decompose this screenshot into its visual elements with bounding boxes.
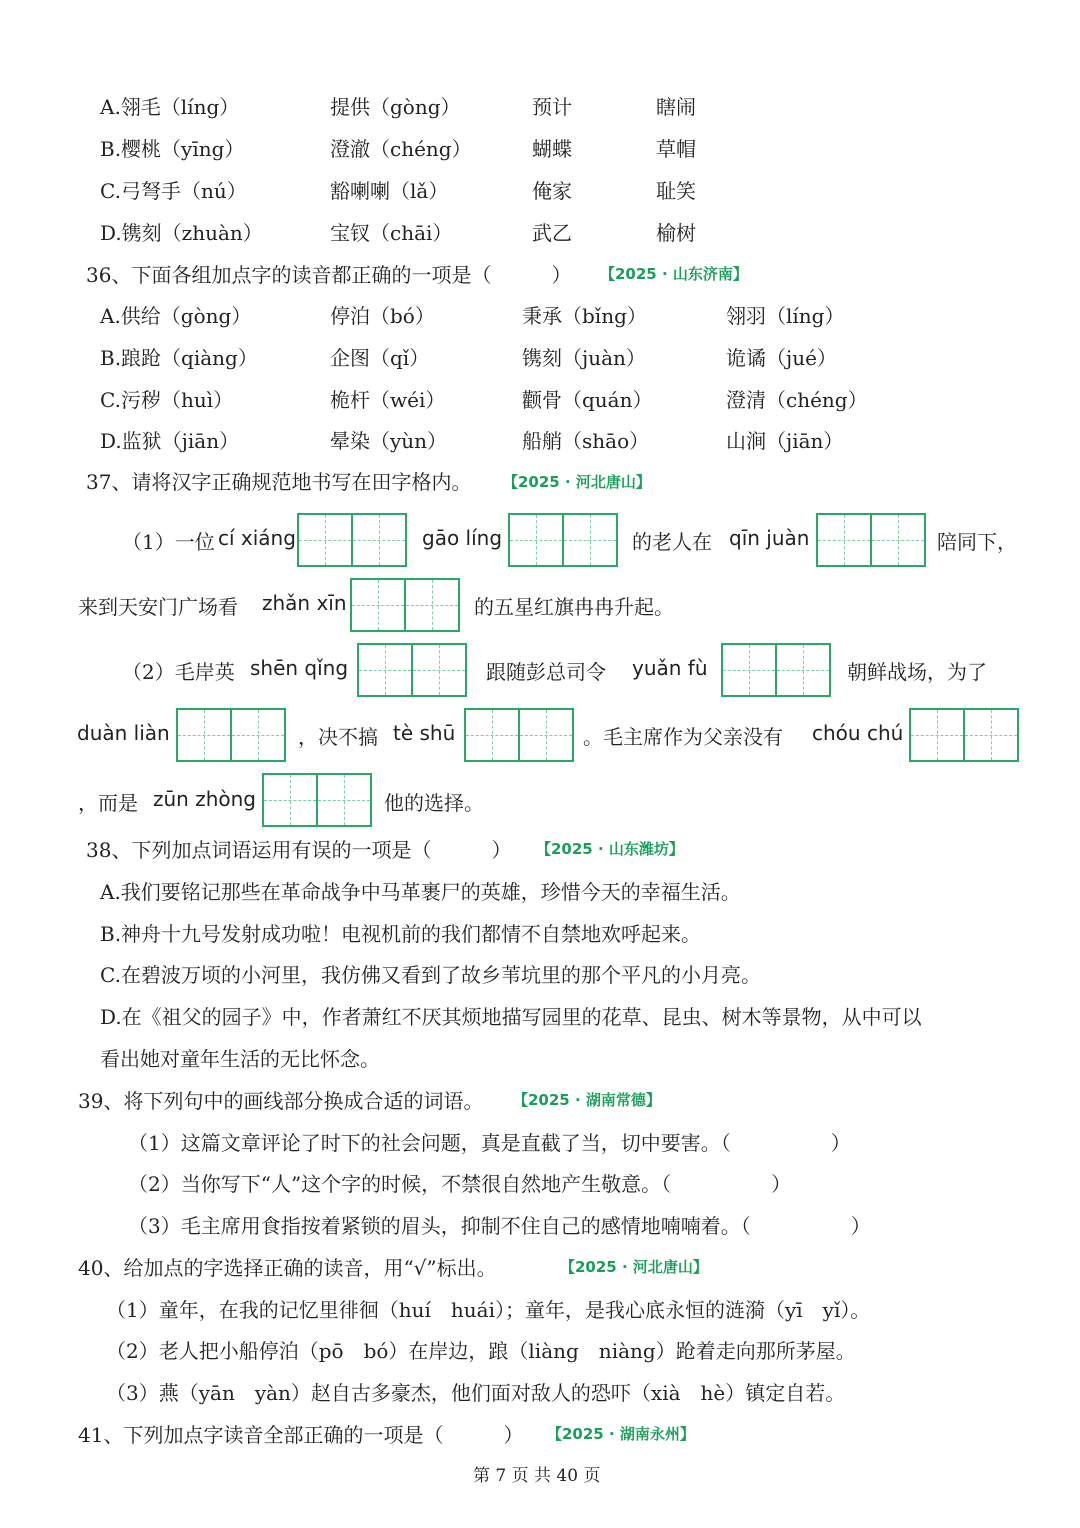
q37-pinyin-teshu: tè shū [393,721,456,745]
q36-option-c-3: 颧骨（quán） [522,388,653,412]
q40-source: 【2025 · 河北唐山】 [560,1258,708,1276]
q35-option-b-2: 澄澈（chéng） [330,137,472,161]
writing-grid-6[interactable] [721,643,831,697]
q37-pinyin-shenqing: shēn qǐng [250,656,349,680]
q39-sentence-1: （1）这篇文章评论了时下的社会问题，真是直截了当，切中要害。（ ） [128,1131,851,1155]
q36-option-d-4: 山涧（jiān） [726,429,844,453]
q38-source: 【2025 · 山东潍坊】 [536,840,684,858]
q35-option-b-4: 草帽 [656,137,696,161]
q39-stem: 39、将下列句中的画线部分换成合适的词语。 [78,1089,484,1113]
q37-text-5a: ，而是 [78,791,138,815]
q36-option-b-3: 镌刻（juàn） [522,346,646,370]
q37-pinyin-qinjuan: qīn juàn [729,526,810,550]
q37-text-1c: 陪同下， [937,530,1017,554]
writing-grid-1[interactable] [297,513,407,567]
q37-pinyin-gaoling: gāo líng [422,526,503,550]
q38-option-c: C.在碧波万顷的小河里，我仿佛又看到了故乡苇坑里的那个平凡的小月亮。 [100,963,761,987]
q36-stem: 36、下面各组加点字的读音都正确的一项是（ ） [86,263,572,287]
q41-source: 【2025 · 湖南永州】 [547,1425,695,1443]
q38-option-a: A.我们要铭记那些在革命战争中马革裹尸的英雄，珍惜今天的幸福生活。 [100,880,741,904]
q35-option-a-2: 提供（gòng） [330,95,461,119]
q39-source: 【2025 · 湖南常德】 [513,1091,661,1109]
q35-option-a-3: 预计 [532,95,572,119]
q40-sentence-3: （3）燕（yān yàn）赵自古多豪杰，他们面对敌人的恐吓（xià hè）镇定自若。 [106,1381,846,1405]
q37-pinyin-zhanxin: zhǎn xīn [262,591,347,615]
q39-sentence-2: （2）当你写下“人”这个字的时候，不禁很自然地产生敬意。（ ） [128,1172,792,1196]
q36-option-a-1: A.供给（gòng） [100,304,252,328]
q40-sentence-1: （1）童年，在我的记忆里徘徊（huí huái）；童年，是我心底永恒的涟漪（yī yǐ）。 [106,1298,871,1322]
q37-text-1a: （1）一位 [122,530,215,554]
q36-option-b-2: 企图（qǐ） [330,346,430,370]
q37-pinyin-duanlian: duàn liàn [77,721,170,745]
q38-option-d-line1: D.在《祖父的园子》中，作者萧红不厌其烦地描写园里的花草、昆虫、树木等景物，从中可以 [100,1005,922,1029]
q38-option-b: B.神舟十九号发射成功啦！电视机前的我们都情不自禁地欢呼起来。 [100,922,702,946]
q41-stem: 41、下列加点字读音全部正确的一项是（ ） [78,1423,524,1447]
q38-stem: 38、下列加点词语运用有误的一项是（ ） [86,838,512,862]
q35-option-c-2: 豁喇喇（lǎ） [330,179,449,203]
writing-grid-8[interactable] [464,708,574,762]
writing-grid-2[interactable] [508,513,618,567]
writing-grid-10[interactable] [262,773,372,827]
q37-pinyin-chouchu: chóu chú [812,721,904,745]
q37-text-5b: 他的选择。 [384,791,484,815]
q36-option-b-4: 诡谲（jué） [726,346,837,370]
q37-text-3a: （2）毛岸英 [122,660,235,684]
q37-text-4a: ，决不搞 [298,725,378,749]
writing-grid-5[interactable] [357,643,467,697]
q37-text-2b: 的五星红旗冉冉升起。 [474,595,674,619]
q35-option-d-4: 榆树 [656,221,696,245]
q40-stem: 40、给加点的字选择正确的读音，用“√”标出。 [78,1256,497,1280]
q35-option-a-1: A.翎毛（líng） [100,95,240,119]
q36-option-a-4: 翎羽（líng） [726,304,845,328]
q35-option-a-4: 瞎闹 [656,95,696,119]
q36-source: 【2025 · 山东济南】 [600,265,748,283]
q37-text-3c: 朝鲜战场，为了 [847,660,987,684]
q36-option-d-1: D.监狱（jiān） [100,429,240,453]
q37-source: 【2025 · 河北唐山】 [503,473,651,491]
q37-pinyin-cixiang: cí xiáng [218,526,296,550]
q35-option-c-4: 耻笑 [656,179,696,203]
q36-option-d-2: 晕染（yùn） [330,429,448,453]
q37-pinyin-yuanfu: yuǎn fù [632,656,708,680]
q37-pinyin-zunzhong: zūn zhòng [153,787,256,811]
q35-option-c-3: 俺家 [532,179,572,203]
q35-option-d-3: 武乙 [532,221,572,245]
q35-option-b-1: B.樱桃（yīng） [100,137,245,161]
q36-option-b-1: B.踉跄（qiàng） [100,346,258,370]
q36-option-c-1: C.污秽（huì） [100,388,234,412]
writing-grid-9[interactable] [909,708,1019,762]
q39-sentence-3: （3）毛主席用食指按着紧锁的眉头，抑制不住自己的感情地喃喃着。（ ） [128,1214,871,1238]
q35-option-b-3: 蝴蝶 [532,137,572,161]
writing-grid-4[interactable] [350,578,460,632]
q35-option-c-1: C.弓弩手（nú） [100,179,247,203]
q40-sentence-2: （2）老人把小船停泊（pō bó）在岸边，踉（liàng niàng）跄着走向那所茅屋。 [106,1339,856,1363]
page-footer: 第 7 页 共 40 页 [473,1466,601,1486]
q37-text-2a: 来到天安门广场看 [78,595,238,619]
writing-grid-3[interactable] [816,513,926,567]
q37-text-3b: 跟随彭总司令 [486,660,606,684]
q38-option-d-line2: 看出她对童年生活的无比怀念。 [100,1047,380,1071]
writing-grid-7[interactable] [176,708,286,762]
q36-option-a-3: 秉承（bǐng） [522,304,647,328]
q36-option-c-4: 澄清（chéng） [726,388,868,412]
q37-text-4b: 。毛主席作为父亲没有 [583,725,783,749]
q36-option-a-2: 停泊（bó） [330,304,435,328]
q35-option-d-2: 宝钗（chāi） [330,221,453,245]
q35-option-d-1: D.镌刻（zhuàn） [100,221,263,245]
q36-option-c-2: 桅杆（wéi） [330,388,446,412]
q37-stem: 37、请将汉字正确规范地书写在田字格内。 [86,470,472,494]
q37-text-1b: 的老人在 [632,530,712,554]
q36-option-d-3: 船艄（shāo） [522,429,650,453]
